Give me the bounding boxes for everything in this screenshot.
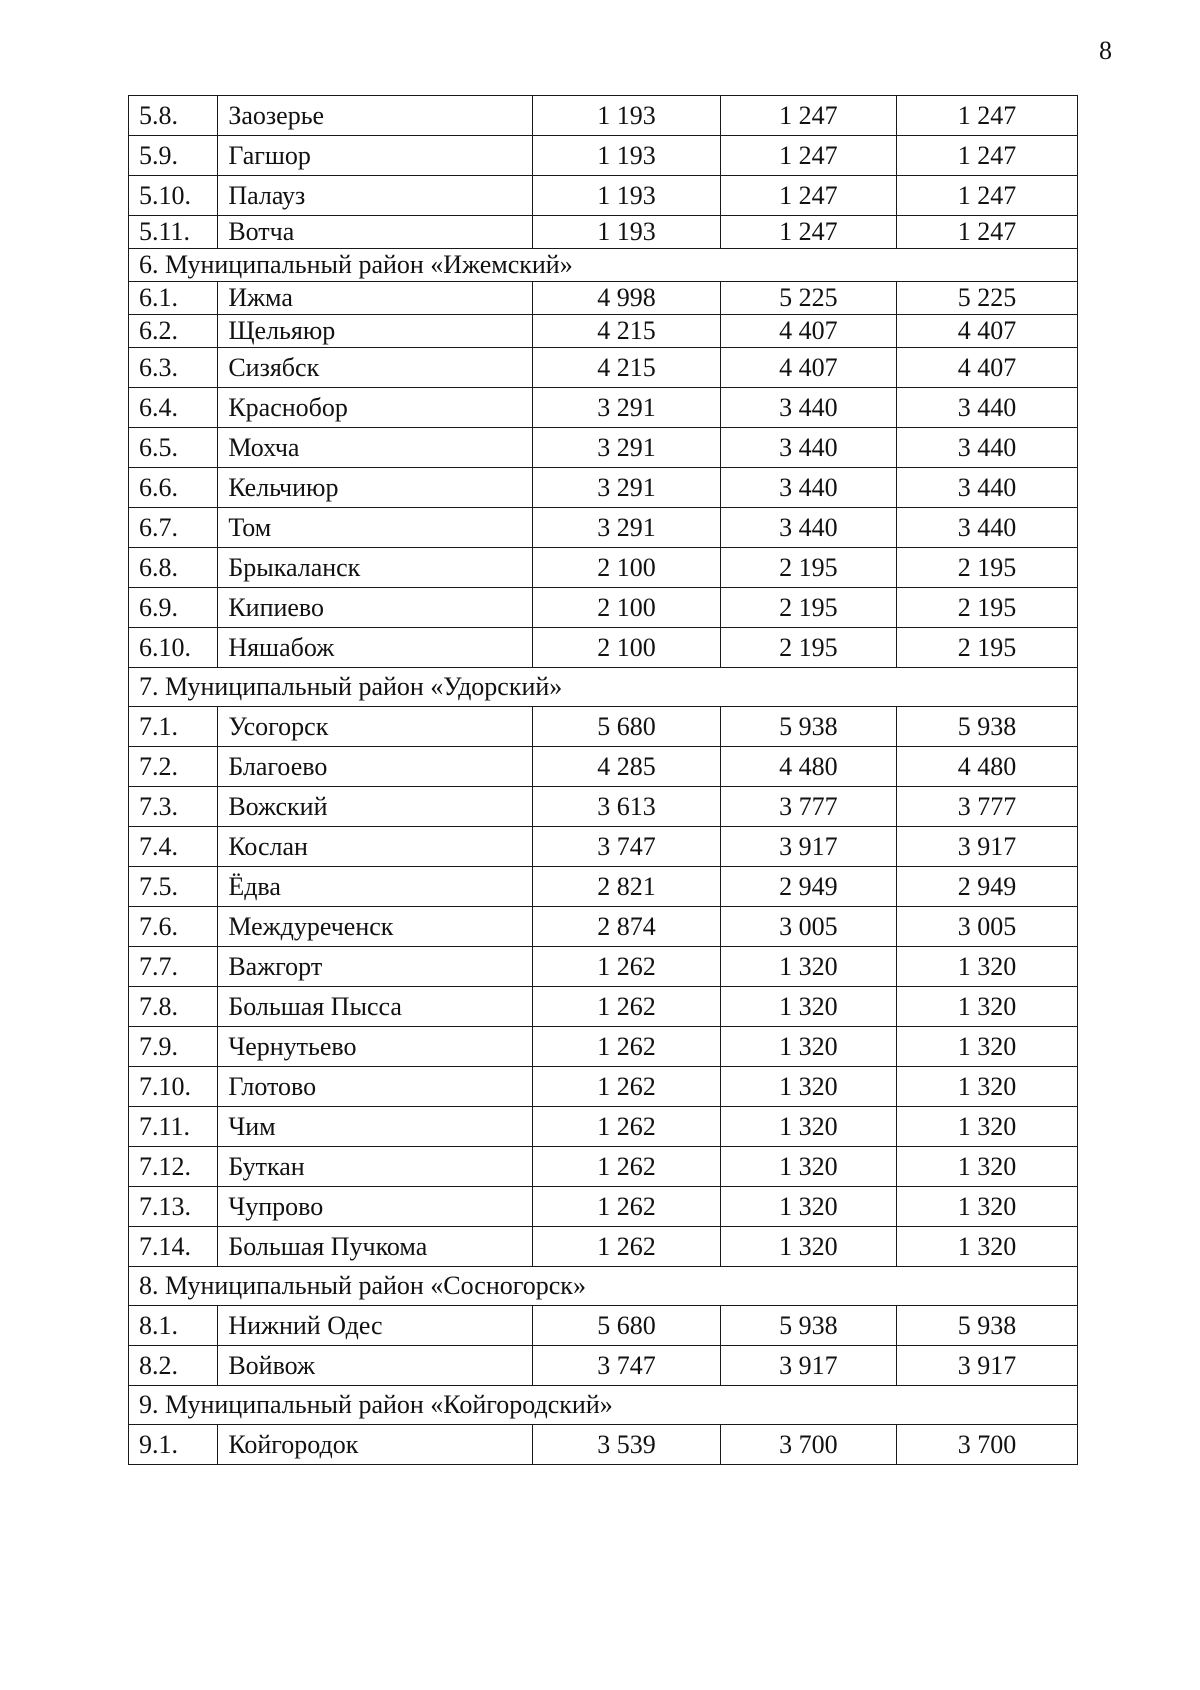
section-row: [129, 249, 1078, 282]
value-1: 4 285: [533, 747, 721, 787]
table-row: [129, 428, 1078, 468]
table-row: [129, 388, 1078, 428]
row-number: 7.7.: [129, 947, 218, 987]
row-number: 7.2.: [129, 747, 218, 787]
settlement-name: Чупрово: [218, 1187, 533, 1227]
value-1: 3 291: [533, 388, 721, 428]
settlement-name: Важгорт: [218, 947, 533, 987]
page-number: 8: [1099, 36, 1112, 65]
settlement-name: Кослан: [218, 827, 533, 867]
settlement-name: Вожский: [218, 787, 533, 827]
settlement-name: Койгородок: [218, 1425, 533, 1465]
value-2: 2 949: [720, 867, 896, 907]
table-row: [129, 628, 1078, 668]
value-1: 1 193: [533, 216, 721, 249]
table-row: [129, 907, 1078, 947]
value-2: 3 917: [720, 827, 896, 867]
table-row: [129, 1187, 1078, 1227]
value-1: 3 291: [533, 468, 721, 508]
value-1: 3 747: [533, 827, 721, 867]
table-row: [129, 348, 1078, 388]
row-number: 8.2.: [129, 1346, 218, 1386]
value-1: 1 262: [533, 987, 721, 1027]
row-number: 5.9.: [129, 136, 218, 176]
value-2: 3 917: [720, 1346, 896, 1386]
value-1: 2 874: [533, 907, 721, 947]
settlement-name: Кипиево: [218, 588, 533, 628]
value-2: 3 005: [720, 907, 896, 947]
value-3: 2 195: [897, 588, 1078, 628]
table-row: [129, 1027, 1078, 1067]
settlement-name: Усогорск: [218, 707, 533, 747]
section-title: 9. Муниципальный район «Койгородский»: [129, 1386, 1078, 1425]
value-2: 1 320: [720, 1147, 896, 1187]
table-row: [129, 216, 1078, 249]
row-number: 8.1.: [129, 1306, 218, 1346]
row-number: 5.8.: [129, 96, 218, 136]
value-3: 3 917: [897, 1346, 1078, 1386]
settlement-name: Войвож: [218, 1346, 533, 1386]
value-3: 1 320: [897, 1107, 1078, 1147]
settlement-name: Чим: [218, 1107, 533, 1147]
row-number: 7.1.: [129, 707, 218, 747]
value-3: 3 700: [897, 1425, 1078, 1465]
value-1: 5 680: [533, 707, 721, 747]
value-2: 4 407: [720, 315, 896, 348]
value-2: 2 195: [720, 548, 896, 588]
section-row: [129, 668, 1078, 707]
value-3: 1 247: [897, 176, 1078, 216]
value-3: 3 440: [897, 468, 1078, 508]
table-row: [129, 747, 1078, 787]
value-3: 5 938: [897, 1306, 1078, 1346]
settlement-name: Междуреченск: [218, 907, 533, 947]
tariff-table: [128, 95, 1078, 1465]
settlement-name: Большая Пучкома: [218, 1227, 533, 1267]
value-1: 3 539: [533, 1425, 721, 1465]
value-2: 3 700: [720, 1425, 896, 1465]
section-row: [129, 1386, 1078, 1425]
value-3: 4 407: [897, 348, 1078, 388]
table-row: [129, 1346, 1078, 1386]
table-row: [129, 1107, 1078, 1147]
tariff-table-body: [129, 96, 1078, 1465]
row-number: 9.1.: [129, 1425, 218, 1465]
value-1: 4 215: [533, 348, 721, 388]
row-number: 7.9.: [129, 1027, 218, 1067]
settlement-name: Гагшор: [218, 136, 533, 176]
value-3: 3 440: [897, 428, 1078, 468]
settlement-name: Кельчиюр: [218, 468, 533, 508]
settlement-name: Няшабож: [218, 628, 533, 668]
table-row: [129, 707, 1078, 747]
value-2: 5 938: [720, 1306, 896, 1346]
table-row: [129, 1306, 1078, 1346]
value-3: 4 480: [897, 747, 1078, 787]
value-3: 3 440: [897, 508, 1078, 548]
value-1: 4 215: [533, 315, 721, 348]
value-1: 1 262: [533, 1107, 721, 1147]
table-row: [129, 1147, 1078, 1187]
value-1: 2 100: [533, 588, 721, 628]
settlement-name: Буткан: [218, 1147, 533, 1187]
table-row: [129, 1425, 1078, 1465]
table-row: [129, 827, 1078, 867]
value-2: 3 440: [720, 388, 896, 428]
value-3: 1 247: [897, 96, 1078, 136]
value-2: 1 247: [720, 216, 896, 249]
value-1: 1 193: [533, 96, 721, 136]
table-row: [129, 468, 1078, 508]
row-number: 6.3.: [129, 348, 218, 388]
table-row: [129, 947, 1078, 987]
value-1: 1 193: [533, 176, 721, 216]
value-1: 3 613: [533, 787, 721, 827]
value-1: 1 262: [533, 1187, 721, 1227]
settlement-name: Палауз: [218, 176, 533, 216]
value-3: 1 247: [897, 136, 1078, 176]
settlement-name: Краснобор: [218, 388, 533, 428]
value-3: 2 195: [897, 548, 1078, 588]
table-row: [129, 176, 1078, 216]
row-number: 6.9.: [129, 588, 218, 628]
value-2: 1 320: [720, 1107, 896, 1147]
settlement-name: Щельяюр: [218, 315, 533, 348]
settlement-name: Большая Пысса: [218, 987, 533, 1027]
value-2: 5 225: [720, 282, 896, 315]
settlement-name: Вотча: [218, 216, 533, 249]
value-1: 1 262: [533, 947, 721, 987]
value-3: 5 938: [897, 707, 1078, 747]
table-row: [129, 315, 1078, 348]
value-1: 3 747: [533, 1346, 721, 1386]
settlement-name: Заозерье: [218, 96, 533, 136]
section-title: 8. Муниципальный район «Сосногорск»: [129, 1267, 1078, 1306]
value-2: 1 320: [720, 1027, 896, 1067]
table-row: [129, 787, 1078, 827]
settlement-name: Чернутьево: [218, 1027, 533, 1067]
value-2: 2 195: [720, 628, 896, 668]
value-2: 5 938: [720, 707, 896, 747]
value-3: 1 320: [897, 987, 1078, 1027]
table-row: [129, 548, 1078, 588]
row-number: 6.6.: [129, 468, 218, 508]
table-row: [129, 136, 1078, 176]
value-2: 1 320: [720, 1227, 896, 1267]
value-3: 3 440: [897, 388, 1078, 428]
row-number: 6.1.: [129, 282, 218, 315]
value-2: 4 480: [720, 747, 896, 787]
settlement-name: Благоево: [218, 747, 533, 787]
value-3: 3 917: [897, 827, 1078, 867]
value-2: 3 440: [720, 428, 896, 468]
row-number: 6.5.: [129, 428, 218, 468]
row-number: 5.10.: [129, 176, 218, 216]
row-number: 7.8.: [129, 987, 218, 1027]
value-1: 3 291: [533, 428, 721, 468]
section-title: 7. Муниципальный район «Удорский»: [129, 668, 1078, 707]
value-3: 1 320: [897, 1187, 1078, 1227]
value-3: 1 320: [897, 1147, 1078, 1187]
row-number: 7.14.: [129, 1227, 218, 1267]
value-2: 4 407: [720, 348, 896, 388]
settlement-name: Глотово: [218, 1067, 533, 1107]
row-number: 7.10.: [129, 1067, 218, 1107]
value-1: 5 680: [533, 1306, 721, 1346]
row-number: 7.5.: [129, 867, 218, 907]
row-number: 6.4.: [129, 388, 218, 428]
row-number: 7.3.: [129, 787, 218, 827]
row-number: 7.12.: [129, 1147, 218, 1187]
settlement-name: Ижма: [218, 282, 533, 315]
row-number: 7.4.: [129, 827, 218, 867]
value-3: 2 949: [897, 867, 1078, 907]
value-3: 1 320: [897, 1227, 1078, 1267]
value-2: 2 195: [720, 588, 896, 628]
value-2: 1 320: [720, 1187, 896, 1227]
settlement-name: Нижний Одес: [218, 1306, 533, 1346]
table-row: [129, 867, 1078, 907]
section-title: 6. Муниципальный район «Ижемский»: [129, 249, 1078, 282]
value-2: 1 247: [720, 176, 896, 216]
value-3: 1 320: [897, 1067, 1078, 1107]
table-row: [129, 588, 1078, 628]
row-number: 7.11.: [129, 1107, 218, 1147]
value-2: 3 440: [720, 468, 896, 508]
value-3: 5 225: [897, 282, 1078, 315]
value-2: 1 320: [720, 947, 896, 987]
value-3: 1 247: [897, 216, 1078, 249]
row-number: 7.6.: [129, 907, 218, 947]
table-row: [129, 96, 1078, 136]
value-1: 1 262: [533, 1067, 721, 1107]
value-1: 1 193: [533, 136, 721, 176]
settlement-name: Сизябск: [218, 348, 533, 388]
value-1: 1 262: [533, 1227, 721, 1267]
settlement-name: Мохча: [218, 428, 533, 468]
value-2: 1 320: [720, 1067, 896, 1107]
value-3: 3 777: [897, 787, 1078, 827]
settlement-name: Брыкаланск: [218, 548, 533, 588]
row-number: 6.8.: [129, 548, 218, 588]
value-3: 1 320: [897, 947, 1078, 987]
row-number: 6.10.: [129, 628, 218, 668]
table-row: [129, 1067, 1078, 1107]
settlement-name: Ёдва: [218, 867, 533, 907]
row-number: 7.13.: [129, 1187, 218, 1227]
settlement-name: Том: [218, 508, 533, 548]
value-1: 4 998: [533, 282, 721, 315]
table-row: [129, 508, 1078, 548]
row-number: 6.7.: [129, 508, 218, 548]
value-2: 3 777: [720, 787, 896, 827]
row-number: 5.11.: [129, 216, 218, 249]
table-row: [129, 1227, 1078, 1267]
value-3: 3 005: [897, 907, 1078, 947]
value-2: 3 440: [720, 508, 896, 548]
row-number: 6.2.: [129, 315, 218, 348]
table-row: [129, 282, 1078, 315]
value-2: 1 320: [720, 987, 896, 1027]
value-2: 1 247: [720, 96, 896, 136]
value-1: 1 262: [533, 1027, 721, 1067]
value-1: 2 100: [533, 548, 721, 588]
table-row: [129, 987, 1078, 1027]
value-1: 2 100: [533, 628, 721, 668]
value-3: 4 407: [897, 315, 1078, 348]
value-1: 3 291: [533, 508, 721, 548]
section-row: [129, 1267, 1078, 1306]
value-1: 1 262: [533, 1147, 721, 1187]
value-3: 1 320: [897, 1027, 1078, 1067]
value-3: 2 195: [897, 628, 1078, 668]
value-2: 1 247: [720, 136, 896, 176]
value-1: 2 821: [533, 867, 721, 907]
